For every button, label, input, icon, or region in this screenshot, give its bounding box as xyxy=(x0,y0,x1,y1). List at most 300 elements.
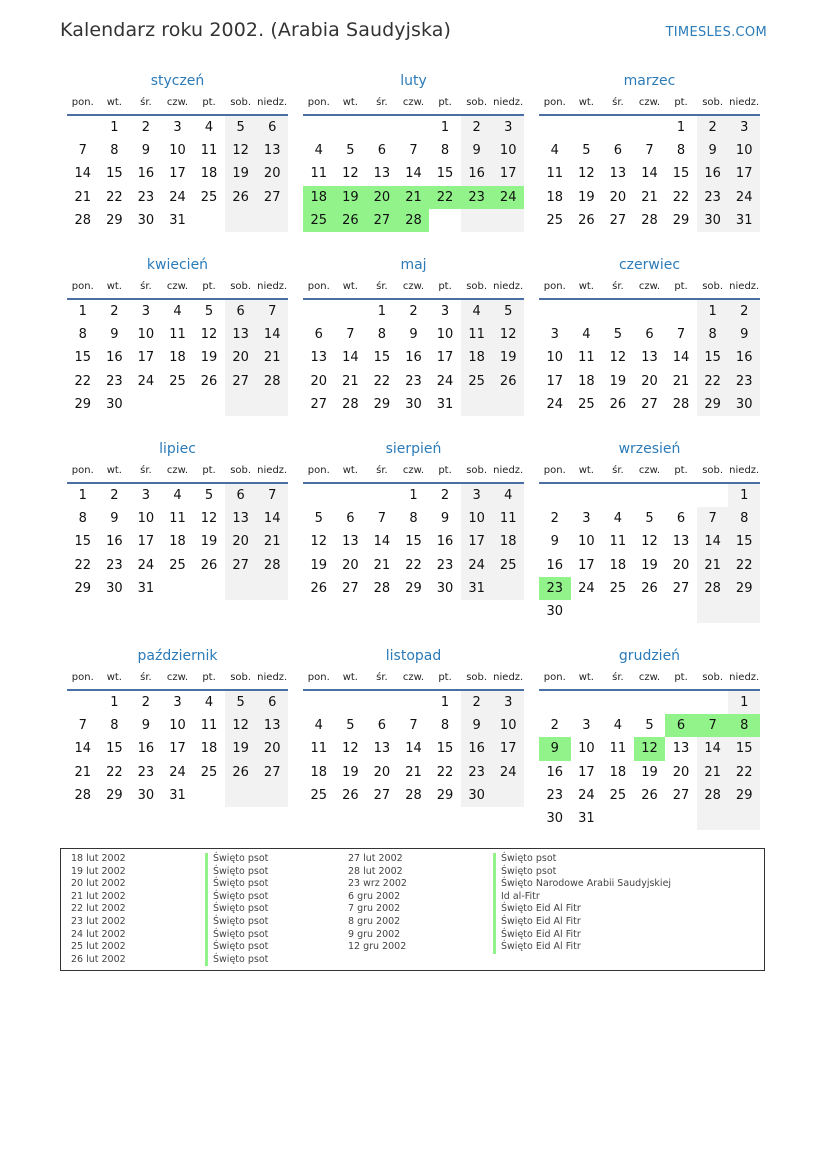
day-cell[interactable]: 15 xyxy=(728,530,760,553)
day-cell[interactable]: 10 xyxy=(137,327,155,343)
day-cell[interactable]: 2 xyxy=(110,304,119,319)
day-cell[interactable]: 20 xyxy=(672,557,690,573)
day-cell[interactable]: 18 xyxy=(578,373,595,389)
day-cell[interactable]: 19 xyxy=(200,350,218,366)
day-cell[interactable]: 17 xyxy=(169,166,186,182)
day-cell[interactable]: 1 xyxy=(377,304,387,319)
day-cell[interactable]: 3 xyxy=(728,116,760,139)
day-cell[interactable]: 14 xyxy=(697,530,729,553)
day-cell[interactable]: 23 xyxy=(461,186,493,209)
day-cell[interactable]: 30 xyxy=(546,810,564,826)
day-cell[interactable]: 14 xyxy=(697,737,729,760)
day-cell[interactable]: 19 xyxy=(200,534,218,550)
day-cell[interactable]: 29 xyxy=(106,212,123,228)
day-cell[interactable]: 25 xyxy=(609,787,627,803)
day-cell[interactable]: 29 xyxy=(74,580,92,596)
day-cell[interactable]: 4 xyxy=(204,120,214,135)
day-cell[interactable]: 25 xyxy=(169,373,186,389)
day-cell[interactable]: 19 xyxy=(492,346,524,369)
day-cell[interactable]: 20 xyxy=(609,189,627,205)
day-cell[interactable]: 20 xyxy=(256,737,288,760)
day-cell[interactable]: 8 xyxy=(377,327,387,343)
day-cell[interactable]: 25 xyxy=(310,787,328,803)
day-cell[interactable]: 26 xyxy=(578,212,595,228)
day-cell[interactable]: 9 xyxy=(461,139,493,162)
day-cell[interactable]: 8 xyxy=(78,327,87,343)
day-cell[interactable]: 1 xyxy=(728,484,760,507)
day-cell[interactable]: 16 xyxy=(106,534,123,550)
day-cell[interactable]: 10 xyxy=(578,741,595,757)
day-cell[interactable]: 24 xyxy=(169,764,186,780)
day-cell[interactable]: 18 xyxy=(546,189,564,205)
day-cell[interactable]: 2 xyxy=(550,511,559,527)
day-cell[interactable]: 27 xyxy=(672,580,690,596)
day-cell[interactable]: 22 xyxy=(728,761,760,784)
day-cell[interactable]: 3 xyxy=(492,691,524,714)
day-cell[interactable]: 10 xyxy=(461,507,493,530)
day-cell[interactable]: 16 xyxy=(137,166,155,182)
day-cell[interactable]: 30 xyxy=(137,212,155,228)
day-cell[interactable]: 14 xyxy=(256,323,288,346)
day-cell[interactable]: 19 xyxy=(578,189,595,205)
day-cell[interactable]: 6 xyxy=(645,327,654,343)
day-cell[interactable]: 27 xyxy=(256,186,288,209)
day-cell[interactable]: 18 xyxy=(461,346,493,369)
day-cell[interactable]: 10 xyxy=(546,350,564,366)
day-cell[interactable]: 25 xyxy=(546,212,564,228)
day-cell[interactable]: 30 xyxy=(405,396,422,412)
day-cell[interactable]: 15 xyxy=(106,741,123,757)
day-cell[interactable]: 15 xyxy=(106,166,123,182)
day-cell[interactable]: 6 xyxy=(676,511,686,527)
day-cell[interactable]: 12 xyxy=(225,139,257,162)
day-cell[interactable]: 17 xyxy=(492,162,524,185)
day-cell[interactable]: 31 xyxy=(436,396,454,412)
day-cell[interactable]: 24 xyxy=(436,373,454,389)
day-cell[interactable]: 11 xyxy=(492,507,524,530)
day-cell[interactable]: 30 xyxy=(106,396,123,412)
day-cell[interactable]: 20 xyxy=(256,162,288,185)
day-cell[interactable]: 7 xyxy=(256,484,288,507)
day-cell[interactable]: 2 xyxy=(461,116,493,139)
day-cell[interactable]: 10 xyxy=(169,718,186,734)
day-cell[interactable]: 27 xyxy=(609,212,627,228)
day-cell[interactable]: 6 xyxy=(665,714,697,737)
day-cell[interactable]: 19 xyxy=(641,764,658,780)
day-cell[interactable]: 6 xyxy=(346,511,355,527)
day-cell[interactable]: 22 xyxy=(697,370,729,393)
day-cell[interactable]: 23 xyxy=(137,189,155,205)
day-cell[interactable]: 18 xyxy=(609,764,627,780)
day-cell[interactable]: 25 xyxy=(492,554,524,577)
day-cell[interactable]: 9 xyxy=(550,534,559,550)
day-cell[interactable]: 9 xyxy=(697,139,729,162)
day-cell[interactable]: 16 xyxy=(137,741,155,757)
day-cell[interactable]: 7 xyxy=(346,327,355,343)
day-cell[interactable]: 26 xyxy=(310,580,328,596)
day-cell[interactable]: 29 xyxy=(106,787,123,803)
day-cell[interactable]: 19 xyxy=(225,162,257,185)
day-cell[interactable]: 14 xyxy=(405,741,422,757)
day-cell[interactable]: 14 xyxy=(641,166,658,182)
day-cell[interactable]: 17 xyxy=(169,741,186,757)
day-cell[interactable]: 27 xyxy=(310,396,328,412)
day-cell[interactable]: 10 xyxy=(137,511,155,527)
day-cell[interactable]: 2 xyxy=(440,488,450,503)
day-cell[interactable]: 21 xyxy=(697,761,729,784)
day-cell[interactable]: 29 xyxy=(436,787,454,803)
day-cell[interactable]: 7 xyxy=(78,718,87,734)
day-cell[interactable]: 28 xyxy=(256,554,288,577)
day-cell[interactable]: 28 xyxy=(672,396,690,412)
day-cell[interactable]: 14 xyxy=(342,350,359,366)
day-cell[interactable]: 25 xyxy=(200,764,218,780)
day-cell[interactable]: 16 xyxy=(436,534,454,550)
day-cell[interactable]: 8 xyxy=(728,507,760,530)
day-cell[interactable]: 25 xyxy=(609,580,627,596)
day-cell[interactable]: 30 xyxy=(697,209,729,232)
day-cell[interactable]: 23 xyxy=(539,577,571,600)
day-cell[interactable]: 19 xyxy=(641,557,658,573)
day-cell[interactable]: 3 xyxy=(550,327,559,343)
day-cell[interactable]: 12 xyxy=(310,534,328,550)
day-cell[interactable]: 31 xyxy=(461,577,493,600)
day-cell[interactable]: 20 xyxy=(342,557,359,573)
day-cell[interactable]: 26 xyxy=(225,186,257,209)
day-cell[interactable]: 15 xyxy=(405,534,422,550)
day-cell[interactable]: 12 xyxy=(342,166,359,182)
day-cell[interactable]: 13 xyxy=(373,166,391,182)
day-cell[interactable]: 13 xyxy=(342,534,359,550)
day-cell[interactable]: 2 xyxy=(141,120,151,135)
day-cell[interactable]: 7 xyxy=(409,718,418,734)
day-cell[interactable]: 17 xyxy=(137,350,155,366)
day-cell[interactable]: 24 xyxy=(492,186,524,209)
day-cell[interactable]: 16 xyxy=(546,764,564,780)
day-cell[interactable]: 19 xyxy=(335,186,367,209)
day-cell[interactable]: 28 xyxy=(405,787,422,803)
day-cell[interactable]: 3 xyxy=(582,718,591,734)
day-cell[interactable]: 27 xyxy=(641,396,658,412)
day-cell[interactable]: 5 xyxy=(645,718,654,734)
day-cell[interactable]: 27 xyxy=(225,554,257,577)
day-cell[interactable]: 21 xyxy=(74,764,92,780)
day-cell[interactable]: 29 xyxy=(697,393,729,416)
day-cell[interactable]: 8 xyxy=(728,714,760,737)
day-cell[interactable]: 26 xyxy=(200,373,218,389)
day-cell[interactable]: 12 xyxy=(641,534,658,550)
day-cell[interactable]: 8 xyxy=(440,718,450,734)
day-cell[interactable]: 30 xyxy=(728,393,760,416)
day-cell[interactable]: 26 xyxy=(609,396,627,412)
day-cell[interactable]: 6 xyxy=(377,718,387,734)
day-cell[interactable]: 4 xyxy=(492,484,524,507)
day-cell[interactable]: 12 xyxy=(225,714,257,737)
day-cell[interactable]: 18 xyxy=(609,557,627,573)
day-cell[interactable]: 8 xyxy=(676,143,686,159)
day-cell[interactable]: 14 xyxy=(405,166,422,182)
day-cell[interactable]: 6 xyxy=(256,116,288,139)
day-cell[interactable]: 15 xyxy=(697,346,729,369)
day-cell[interactable]: 7 xyxy=(697,714,729,737)
day-cell[interactable]: 13 xyxy=(310,350,328,366)
day-cell[interactable]: 28 xyxy=(74,787,92,803)
day-cell[interactable]: 30 xyxy=(546,603,564,619)
day-cell[interactable]: 30 xyxy=(461,784,493,807)
day-cell[interactable]: 13 xyxy=(256,714,288,737)
day-cell[interactable]: 11 xyxy=(200,718,218,734)
day-cell[interactable]: 16 xyxy=(697,162,729,185)
day-cell[interactable]: 23 xyxy=(405,373,422,389)
day-cell[interactable]: 9 xyxy=(461,714,493,737)
day-cell[interactable]: 30 xyxy=(106,580,123,596)
day-cell[interactable]: 25 xyxy=(169,557,186,573)
day-cell[interactable]: 26 xyxy=(641,787,658,803)
day-cell[interactable]: 5 xyxy=(314,511,323,527)
day-cell[interactable]: 16 xyxy=(461,737,493,760)
day-cell[interactable]: 3 xyxy=(141,304,151,319)
day-cell[interactable]: 4 xyxy=(204,695,214,710)
day-cell[interactable]: 9 xyxy=(539,737,571,760)
day-cell[interactable]: 1 xyxy=(697,300,729,323)
day-cell[interactable]: 4 xyxy=(613,718,623,734)
day-cell[interactable]: 1 xyxy=(440,695,450,710)
day-cell[interactable]: 22 xyxy=(106,764,123,780)
day-cell[interactable]: 20 xyxy=(373,764,391,780)
day-cell[interactable]: 12 xyxy=(578,166,595,182)
day-cell[interactable]: 3 xyxy=(173,695,182,710)
day-cell[interactable]: 31 xyxy=(728,209,760,232)
day-cell[interactable]: 21 xyxy=(256,530,288,553)
day-cell[interactable]: 26 xyxy=(641,580,658,596)
day-cell[interactable]: 25 xyxy=(303,209,335,232)
day-cell[interactable]: 1 xyxy=(728,691,760,714)
day-cell[interactable]: 12 xyxy=(200,327,218,343)
day-cell[interactable]: 8 xyxy=(440,143,450,159)
day-cell[interactable]: 2 xyxy=(409,304,418,319)
day-cell[interactable]: 22 xyxy=(728,554,760,577)
day-cell[interactable]: 23 xyxy=(106,373,123,389)
day-cell[interactable]: 29 xyxy=(74,396,92,412)
day-cell[interactable]: 9 xyxy=(110,327,119,343)
day-cell[interactable]: 7 xyxy=(78,143,87,159)
day-cell[interactable]: 16 xyxy=(106,350,123,366)
day-cell[interactable]: 27 xyxy=(672,787,690,803)
day-cell[interactable]: 18 xyxy=(200,166,218,182)
day-cell[interactable]: 4 xyxy=(173,488,182,503)
day-cell[interactable]: 13 xyxy=(609,166,627,182)
day-cell[interactable]: 22 xyxy=(373,373,391,389)
day-cell[interactable]: 20 xyxy=(641,373,658,389)
day-cell[interactable]: 7 xyxy=(377,511,387,527)
day-cell[interactable]: 1 xyxy=(440,120,450,135)
day-cell[interactable]: 9 xyxy=(440,511,450,527)
day-cell[interactable]: 18 xyxy=(169,350,186,366)
day-cell[interactable]: 11 xyxy=(310,741,328,757)
day-cell[interactable]: 29 xyxy=(373,396,391,412)
day-cell[interactable]: 1 xyxy=(409,488,418,503)
day-cell[interactable]: 2 xyxy=(697,116,729,139)
day-cell[interactable]: 23 xyxy=(546,787,564,803)
day-cell[interactable]: 14 xyxy=(256,507,288,530)
day-cell[interactable]: 8 xyxy=(409,511,418,527)
day-cell[interactable]: 5 xyxy=(225,116,257,139)
day-cell[interactable]: 9 xyxy=(141,718,151,734)
day-cell[interactable]: 29 xyxy=(728,784,760,807)
day-cell[interactable]: 2 xyxy=(461,691,493,714)
day-cell[interactable]: 24 xyxy=(492,761,524,784)
day-cell[interactable]: 11 xyxy=(609,741,627,757)
day-cell[interactable]: 4 xyxy=(550,143,559,159)
day-cell[interactable]: 28 xyxy=(697,784,729,807)
day-cell[interactable]: 3 xyxy=(141,488,151,503)
day-cell[interactable]: 13 xyxy=(225,323,257,346)
day-cell[interactable]: 5 xyxy=(346,143,355,159)
day-cell[interactable]: 24 xyxy=(169,189,186,205)
day-cell[interactable]: 11 xyxy=(578,350,595,366)
day-cell[interactable]: 26 xyxy=(335,209,367,232)
day-cell[interactable]: 22 xyxy=(429,186,461,209)
day-cell[interactable]: 9 xyxy=(110,511,119,527)
day-cell[interactable]: 31 xyxy=(169,787,186,803)
day-cell[interactable]: 19 xyxy=(225,737,257,760)
day-cell[interactable]: 12 xyxy=(200,511,218,527)
day-cell[interactable]: 26 xyxy=(492,370,524,393)
day-cell[interactable]: 17 xyxy=(436,350,454,366)
day-cell[interactable]: 27 xyxy=(342,580,359,596)
day-cell[interactable]: 17 xyxy=(546,373,564,389)
day-cell[interactable]: 29 xyxy=(405,580,422,596)
day-cell[interactable]: 13 xyxy=(256,139,288,162)
day-cell[interactable]: 20 xyxy=(225,346,257,369)
day-cell[interactable]: 24 xyxy=(461,554,493,577)
day-cell[interactable]: 8 xyxy=(78,511,87,527)
day-cell[interactable]: 18 xyxy=(492,530,524,553)
day-cell[interactable]: 21 xyxy=(641,189,658,205)
day-cell[interactable]: 17 xyxy=(137,534,155,550)
day-cell[interactable]: 18 xyxy=(169,534,186,550)
day-cell[interactable]: 18 xyxy=(200,741,218,757)
day-cell[interactable]: 12 xyxy=(492,323,524,346)
day-cell[interactable]: 31 xyxy=(578,810,595,826)
day-cell[interactable]: 16 xyxy=(405,350,422,366)
day-cell[interactable]: 13 xyxy=(672,741,690,757)
day-cell[interactable]: 2 xyxy=(550,718,559,734)
day-cell[interactable]: 3 xyxy=(582,511,591,527)
day-cell[interactable]: 24 xyxy=(728,186,760,209)
day-cell[interactable]: 23 xyxy=(436,557,454,573)
day-cell[interactable]: 4 xyxy=(314,143,323,159)
day-cell[interactable]: 28 xyxy=(697,577,729,600)
day-cell[interactable]: 4 xyxy=(173,304,182,319)
day-cell[interactable]: 7 xyxy=(645,143,654,159)
day-cell[interactable]: 14 xyxy=(74,741,92,757)
day-cell[interactable]: 8 xyxy=(110,143,119,159)
day-cell[interactable]: 16 xyxy=(728,346,760,369)
day-cell[interactable]: 6 xyxy=(314,327,323,343)
day-cell[interactable]: 2 xyxy=(141,695,151,710)
day-cell[interactable]: 9 xyxy=(409,327,418,343)
day-cell[interactable]: 5 xyxy=(204,488,214,503)
day-cell[interactable]: 11 xyxy=(169,511,186,527)
day-cell[interactable]: 23 xyxy=(697,186,729,209)
day-cell[interactable]: 10 xyxy=(492,139,524,162)
day-cell[interactable]: 23 xyxy=(461,761,493,784)
day-cell[interactable]: 28 xyxy=(641,212,658,228)
day-cell[interactable]: 5 xyxy=(492,300,524,323)
day-cell[interactable]: 5 xyxy=(346,718,355,734)
day-cell[interactable]: 21 xyxy=(74,189,92,205)
day-cell[interactable]: 10 xyxy=(436,327,454,343)
day-cell[interactable]: 6 xyxy=(256,691,288,714)
day-cell[interactable]: 18 xyxy=(310,764,328,780)
day-cell[interactable]: 11 xyxy=(609,534,627,550)
day-cell[interactable]: 15 xyxy=(436,741,454,757)
day-cell[interactable]: 10 xyxy=(169,143,186,159)
day-cell[interactable]: 21 xyxy=(672,373,690,389)
day-cell[interactable]: 4 xyxy=(582,327,591,343)
day-cell[interactable]: 25 xyxy=(578,396,595,412)
day-cell[interactable]: 21 xyxy=(256,346,288,369)
day-cell[interactable]: 20 xyxy=(672,764,690,780)
day-cell[interactable]: 14 xyxy=(74,166,92,182)
brand-link[interactable]: TIMESLES.COM xyxy=(665,25,767,40)
day-cell[interactable]: 22 xyxy=(672,189,690,205)
day-cell[interactable]: 15 xyxy=(672,166,690,182)
day-cell[interactable]: 13 xyxy=(225,507,257,530)
day-cell[interactable]: 23 xyxy=(137,764,155,780)
day-cell[interactable]: 17 xyxy=(578,557,595,573)
day-cell[interactable]: 5 xyxy=(204,304,214,319)
day-cell[interactable]: 29 xyxy=(672,212,690,228)
day-cell[interactable]: 5 xyxy=(582,143,591,159)
day-cell[interactable]: 26 xyxy=(200,557,218,573)
day-cell[interactable]: 28 xyxy=(256,370,288,393)
day-cell[interactable]: 24 xyxy=(137,557,155,573)
day-cell[interactable]: 9 xyxy=(141,143,151,159)
day-cell[interactable]: 22 xyxy=(74,557,92,573)
day-cell[interactable]: 7 xyxy=(256,300,288,323)
day-cell[interactable]: 9 xyxy=(728,323,760,346)
day-cell[interactable]: 13 xyxy=(672,534,690,550)
day-cell[interactable]: 7 xyxy=(697,507,729,530)
day-cell[interactable]: 27 xyxy=(256,761,288,784)
day-cell[interactable]: 10 xyxy=(728,139,760,162)
day-cell[interactable]: 11 xyxy=(461,323,493,346)
day-cell[interactable]: 12 xyxy=(609,350,627,366)
day-cell[interactable]: 1 xyxy=(110,120,119,135)
day-cell[interactable]: 20 xyxy=(225,530,257,553)
day-cell[interactable]: 3 xyxy=(440,304,450,319)
day-cell[interactable]: 10 xyxy=(492,714,524,737)
day-cell[interactable]: 21 xyxy=(398,186,430,209)
day-cell[interactable]: 1 xyxy=(78,304,87,319)
day-cell[interactable]: 6 xyxy=(613,143,623,159)
day-cell[interactable]: 5 xyxy=(613,327,623,343)
day-cell[interactable]: 27 xyxy=(366,209,398,232)
day-cell[interactable]: 27 xyxy=(373,787,391,803)
day-cell[interactable]: 21 xyxy=(697,554,729,577)
day-cell[interactable]: 13 xyxy=(641,350,658,366)
day-cell[interactable]: 24 xyxy=(578,787,595,803)
day-cell[interactable]: 6 xyxy=(377,143,387,159)
day-cell[interactable]: 30 xyxy=(436,580,454,596)
day-cell[interactable]: 21 xyxy=(405,764,422,780)
day-cell[interactable]: 25 xyxy=(200,189,218,205)
day-cell[interactable]: 12 xyxy=(634,737,666,760)
day-cell[interactable]: 15 xyxy=(728,737,760,760)
day-cell[interactable]: 29 xyxy=(728,577,760,600)
